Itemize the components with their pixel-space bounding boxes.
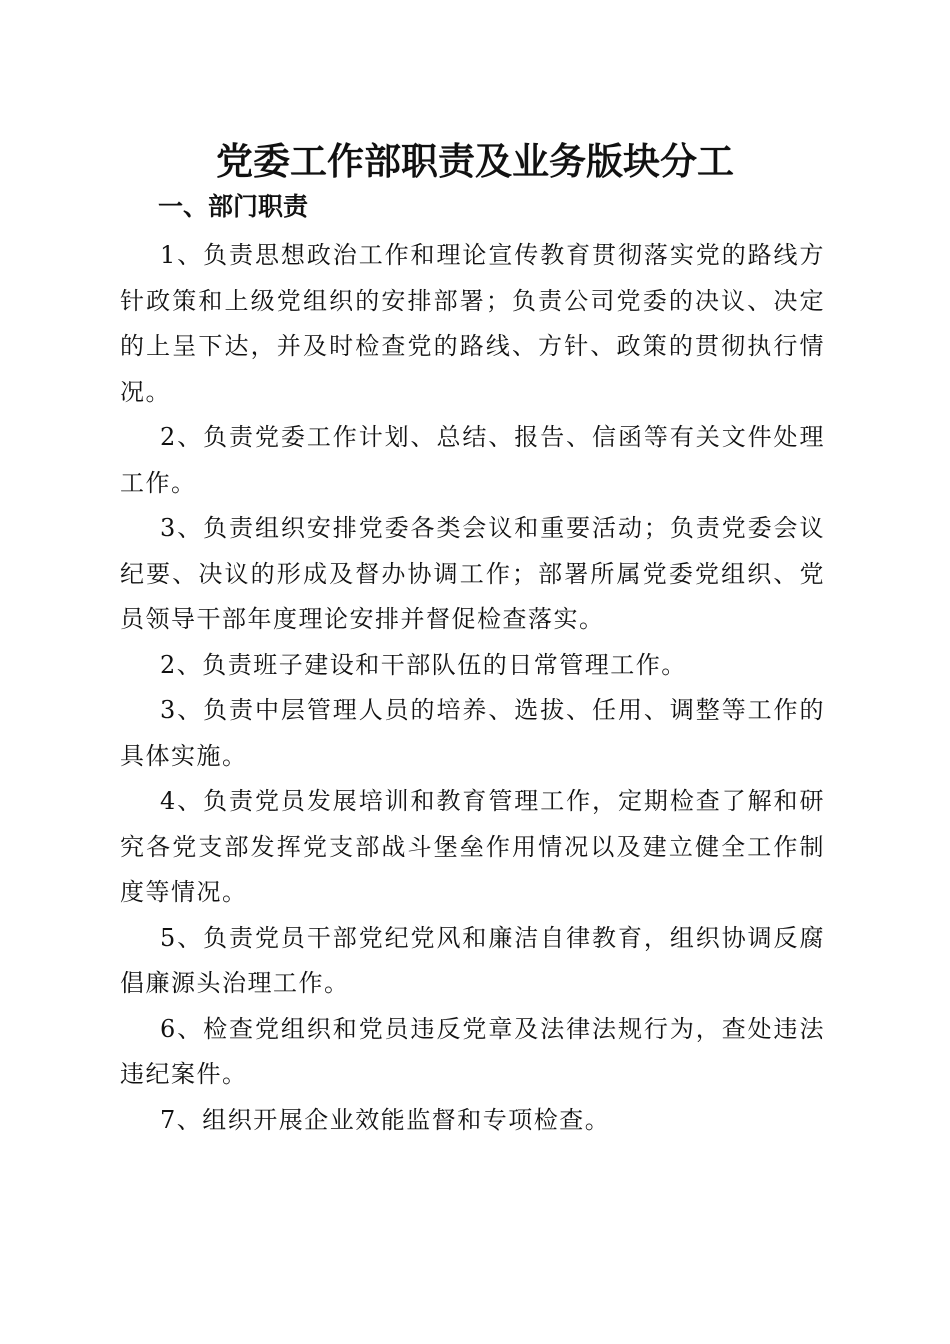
duty-paragraph-4: 2、负责班子建设和干部队伍的日常管理工作。 — [160, 650, 687, 679]
section-heading: 一、部门职责 — [158, 192, 309, 221]
duty-paragraph-3: 3、负责组织安排党委各类会议和重要活动；负责党委会议纪要、决议的形成及督办协调工作；部署所属党委党组织、党员领导干部年度理论安排并督促检查落实。 — [120, 514, 825, 633]
duty-paragraph-5: 3、负责中层管理人员的培养、选拔、任用、调整等工作的具体实施。 — [120, 696, 825, 770]
duty-paragraph-7: 5、负责党员干部党纪党风和廉洁自律教育，组织协调反腐倡廉源头治理工作。 — [120, 923, 825, 997]
duty-paragraph-6: 4、负责党员发展培训和教育管理工作，定期检查了解和研究各党支部发挥党支部战斗堡垒作用情况以及建立健全工作制度等情况。 — [120, 787, 825, 906]
duty-paragraph-9: 7、组织开展企业效能监督和专项检查。 — [160, 1105, 611, 1134]
duties-list — [120, 233, 825, 1143]
duty-paragraph-8: 6、检查党组织和党员违反党章及法律法规行为，查处违法违纪案件。 — [120, 1014, 825, 1088]
duty-paragraph-2: 2、负责党委工作计划、总结、报告、信函等有关文件处理工作。 — [120, 423, 825, 497]
document-title: 党委工作部职责及业务版块分工 — [216, 139, 734, 183]
duty-paragraph-1: 1、负责思想政治工作和理论宣传教育贯彻落实党的路线方针政策和上级党组织的安排部署；负责公司党委的决议、决定的上呈下达，并及时检查党的路线、方针、政策的贯彻执行情况。 — [120, 241, 825, 406]
